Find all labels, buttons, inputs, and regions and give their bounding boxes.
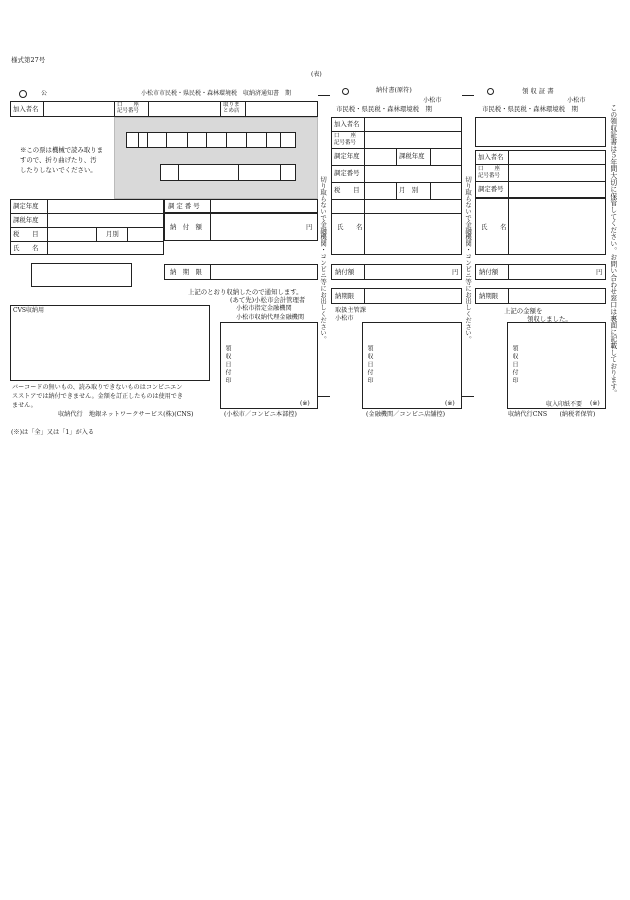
account-label-3: 口 座 記号番号: [478, 166, 501, 179]
stamp-label-1: 領収日付印: [224, 345, 231, 385]
assess-number-label: 調 定 番 号: [168, 202, 200, 210]
blank-top-box-3: [475, 117, 606, 147]
handler-city-label: 小松市: [335, 315, 354, 322]
form-number: 様式第27号: [11, 56, 46, 64]
receipt-stamp-box-3: [507, 322, 606, 409]
cvs-box: [10, 305, 210, 381]
deadline-label-2: 納期限: [335, 292, 355, 300]
bank-line-2: 小松市収納代理金融機関: [236, 314, 305, 321]
side-label: (表): [311, 71, 322, 78]
amount-label-2: 納付額: [335, 268, 355, 276]
name-label: 氏 名: [13, 244, 39, 252]
amount-label-3: 納付額: [479, 268, 499, 276]
amount-label: 納 付 額: [170, 223, 202, 231]
account-number-boxes: [126, 132, 296, 148]
kome-2: (※): [445, 400, 455, 407]
fiscal-year-label: 調定年度: [13, 202, 39, 210]
subscriber-row: [10, 101, 318, 117]
city-label-3: 小松市: [567, 97, 586, 104]
ocr-area: [114, 117, 318, 199]
deadline-label: 納 期 限: [170, 268, 202, 276]
handler-dept-label: 取扱主管課: [335, 307, 366, 314]
copy-label-2: (金融機関／コンビニ店舗控): [366, 411, 446, 418]
name-label-2: 氏 名: [337, 223, 363, 231]
circle-mark-icon: [342, 88, 349, 95]
kome-1: (※): [300, 400, 310, 407]
agent-label: 収納代行 地銀ネットワークサービス(株)(CNS): [58, 411, 194, 418]
assess-number-label-3: 調定番号: [478, 185, 504, 193]
ko-label: 公: [41, 90, 48, 97]
month-label: 月別: [106, 230, 119, 238]
handler-label: 取りま とめ店: [223, 102, 240, 115]
tax-item-label-2: 税 目: [334, 186, 360, 194]
receipt-title: 領 収 証 書: [522, 87, 554, 95]
yen-unit-2: 円: [452, 268, 459, 276]
received-line-2: 領収しました。: [527, 315, 572, 323]
deadline-label-3: 納期限: [479, 292, 499, 300]
tax-subtitle-3: 市民税・県民税・森林環境税 期: [482, 105, 578, 113]
copy-label-3: 収納代行CNS (納税者保管): [508, 411, 596, 418]
received-note: 上記のとおり収納したので通知します。: [188, 288, 303, 296]
tax-item-label: 税 目: [13, 230, 39, 238]
subscriber-label: 加入者名: [13, 105, 39, 113]
cvs-label: CVS収納用: [13, 307, 45, 314]
kome-3: (※): [590, 400, 600, 407]
retention-note: この領収証書は５年間大切に保管してください。お問い合わせ窓口は裏面に記載しております。: [608, 104, 617, 397]
subscriber-label-2: 加入者名: [334, 120, 360, 128]
payment-slip-title: 納付書(原符): [376, 87, 412, 94]
amount-code-boxes: [160, 164, 296, 181]
barcode-note: バーコードの無いもの、読み取りできないものはコンビニエン スストアでは納付できません。金額を訂正したものは使用でき ません。: [12, 384, 183, 410]
fiscal-year-label-2: 調定年度: [334, 152, 360, 160]
city-label-2: 小松市: [423, 97, 442, 104]
stamp-free-label: 収入印紙不要: [546, 401, 583, 408]
footnote: (※)は「全」又は「1」が入る: [11, 429, 95, 436]
bank-line-1: 小松市指定金融機関: [236, 305, 292, 312]
assess-number-label-2: 調定番号: [334, 169, 360, 177]
receipt-stamp-box-2: [362, 322, 462, 409]
circle-mark-icon: [19, 90, 27, 98]
cut-instruction-2: 切り取らないで金融機関・コンビニ等にお出しください。: [464, 176, 473, 343]
received-line-1: 上記の金額を: [504, 307, 543, 315]
tax-year-label-2: 課税年度: [399, 152, 425, 160]
notice-title: 小松市市民税・県民税・森林環境税 収納済通知書 期: [141, 90, 292, 97]
addressee: (あて先)小松市会計管理者: [230, 296, 306, 304]
account-label-2: 口 座 記号番号: [334, 133, 357, 146]
yen-unit-3: 円: [596, 268, 603, 276]
yen-unit: 円: [306, 223, 313, 231]
machine-read-notice: ※この票は機械で読み取りま すので、折り曲げたり、汚 したりしないでください。: [20, 146, 104, 174]
circle-mark-icon: [487, 88, 494, 95]
tax-subtitle-2: 市民税・県民税・森林環境税 期: [336, 105, 432, 113]
stamp-label-2: 領収日付印: [366, 345, 373, 385]
cut-instruction-1: 切り取らないで金融機関・コンビニ等にお出しください。: [319, 176, 328, 343]
name-label-3: 氏 名: [481, 223, 507, 231]
copy-label-1: (小松市／コンビニ本部控): [224, 411, 297, 418]
month-label-2: 月 別: [399, 186, 419, 194]
blank-box: [31, 263, 132, 287]
tax-year-label: 課税年度: [13, 216, 39, 224]
stamp-label-3: 領収日付印: [511, 345, 518, 385]
receipt-stamp-box-1: [220, 322, 318, 409]
account-label: 口 座 記号番号: [117, 102, 140, 115]
subscriber-label-3: 加入者名: [478, 153, 504, 161]
